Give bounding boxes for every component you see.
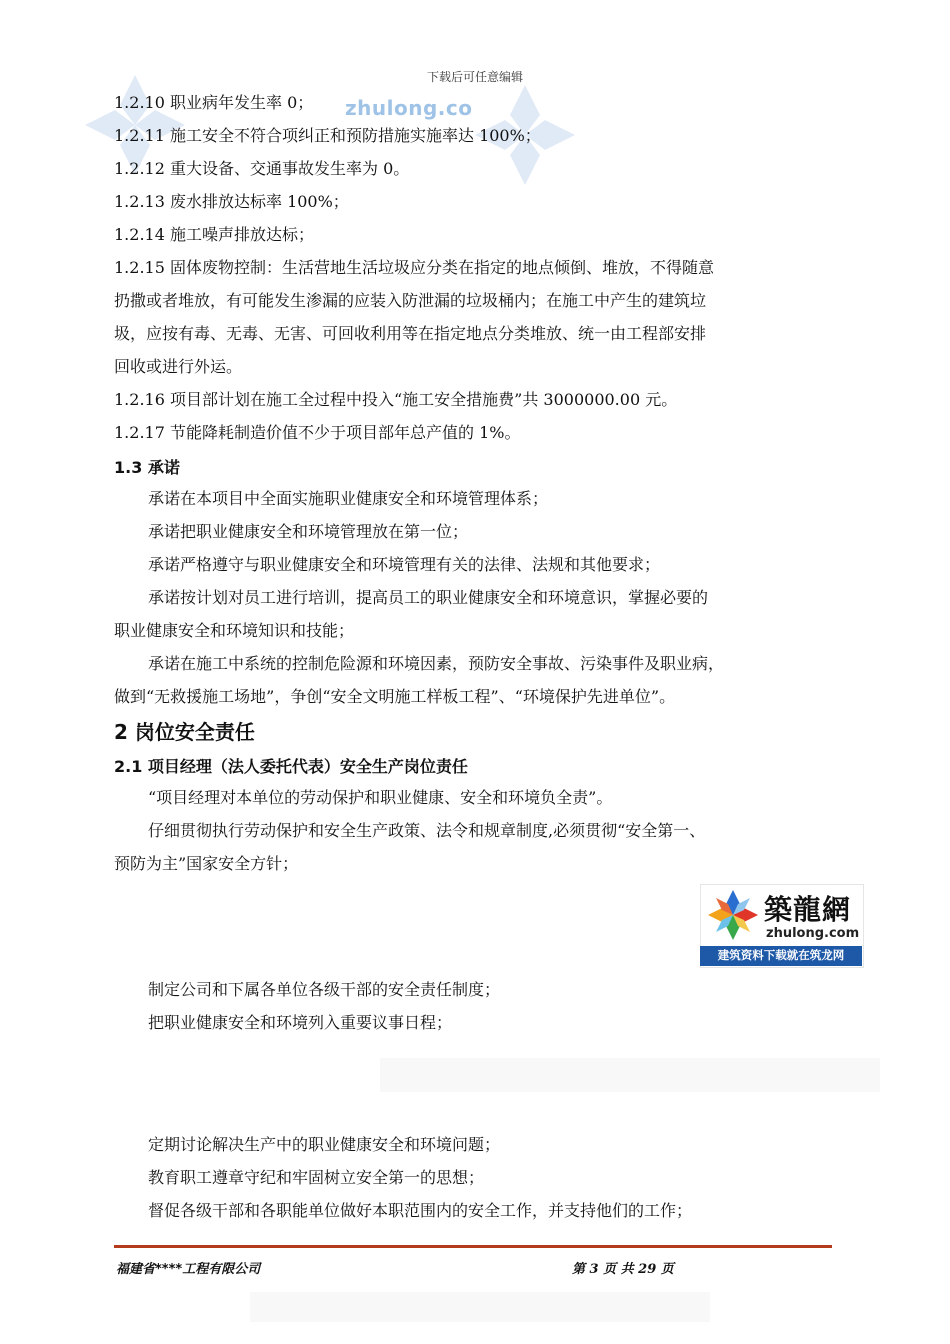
section-1-3-heading: 1.3 承诺 [114,458,180,477]
commitment-line: 承诺在本项目中全面实施职业健康安全和环境管理体系； [148,489,549,508]
logo-name: 築龍網 [764,893,852,926]
footer-page-number: 第 3 页 共 29 页 [572,1262,674,1277]
scan-artifact [250,1292,710,1322]
scan-artifact [380,1058,880,1092]
commitment-line: 承诺把职业健康安全和环境管理放在第一位； [148,522,469,541]
commitment-line: 承诺按计划对员工进行培训，提高员工的职业健康安全和环境意识，掌握必要的 [148,588,709,607]
footer-rule [114,1245,832,1248]
commitment-line: 承诺在施工中系统的控制危险源和环境因素，预防安全事故、污染事件及职业病， [148,654,725,673]
section-2-heading: 2 岗位安全责任 [114,720,255,744]
item-1-2-12: 1.2.12 重大设备、交通事故发生率为 0。 [114,159,410,178]
footer-company: 福建省****工程有限公司 [116,1262,261,1277]
duty-line: 教育职工遵章守纪和牢固树立安全第一的思想； [148,1168,485,1187]
duty-line: 督促各级干部和各职能单位做好本职范围内的安全工作，并支持他们的工作； [148,1201,693,1220]
item-1-2-14: 1.2.14 施工噪声排放达标； [114,225,314,244]
watermark-text: zhulong.co [345,96,473,120]
duty-line: 预防为主”国家安全方针； [114,854,299,873]
item-1-2-15-cont: 回收或进行外运。 [114,357,243,376]
item-1-2-15: 1.2.15 固体废物控制：生活营地生活垃圾应分类在指定的地点倾倒、堆放，不得随意 [114,258,714,277]
commitment-line: 职业健康安全和环境知识和技能； [114,621,355,640]
logo-domain: zhulong.com [766,926,860,941]
duty-line: 定期讨论解决生产中的职业健康安全和环境问题； [148,1135,501,1154]
commitment-line: 承诺严格遵守与职业健康安全和环境管理有关的法律、法规和其他要求； [148,555,661,574]
item-1-2-17: 1.2.17 节能降耗制造价值不少于项目部年总产值的 1%。 [114,423,521,442]
duty-line: 制定公司和下属各单位各级干部的安全责任制度； [148,980,501,999]
duty-line: 仔细贯彻执行劳动保护和安全生产政策、法令和规章制度,必须贯彻“安全第一、 [148,821,706,840]
duty-line: “项目经理对本单位的劳动保护和职业健康、安全和环境负全责”。 [148,788,613,807]
section-2-1-heading: 2.1 项目经理（法人委托代表）安全生产岗位责任 [114,757,468,776]
item-1-2-16: 1.2.16 项目部计划在施工全过程中投入“施工安全措施费”共 3000000.00 元。 [114,390,678,409]
item-1-2-13: 1.2.13 废水排放达标率 100%； [114,192,349,211]
item-1-2-11: 1.2.11 施工安全不符合项纠正和预防措施实施率达 100%； [114,126,541,145]
item-1-2-10: 1.2.10 职业病年发生率 0； [114,93,314,112]
commitment-line: 做到“无救援施工场地”，争创“安全文明施工样板工程”、“环境保护先进单位”。 [114,687,676,706]
snowflake-logo-icon [706,888,760,942]
zhulong-logo [700,884,862,966]
item-1-2-15-cont: 圾，应按有毒、无毒、无害、可回收利用等在指定地点分类堆放、统一由工程部安排 [114,324,707,343]
header-note: 下载后可任意编辑 [426,70,523,84]
item-1-2-15-cont: 扔撒或者堆放，有可能发生渗漏的应装入防泄漏的垃圾桶内；在施工中产生的建筑垃 [114,291,707,310]
duty-line: 把职业健康安全和环境列入重要议事日程； [148,1013,453,1032]
logo-slogan: 建筑资料下载就在筑龙网 [717,948,845,962]
